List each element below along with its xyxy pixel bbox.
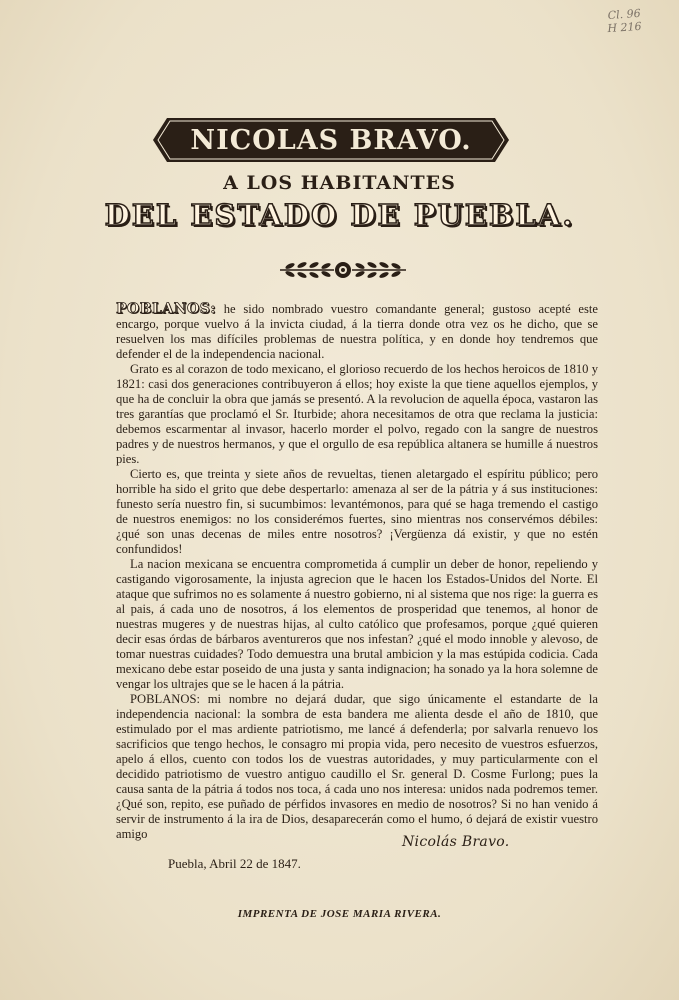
paragraph-1 (116, 302, 598, 362)
archive-note (606, 7, 642, 35)
heading-line2: DEL ESTADO DE PUEBLA. (104, 198, 575, 232)
laurel-ornament-icon (276, 258, 410, 282)
paragraph-1-lead: POBLANOS: (116, 301, 217, 317)
paragraph-3: Cierto es, que treinta y siete años de revueltas, tienen aletargado el espíritu público; pero horrible ha sido el grito que debe despertarlo: amenaza al ser de la pátria y á sus instituciones: funesto sería nuestro fin, si sucumbimos: levantémonos, para qué se haga tremendo el castigo de nuestros enemigos: no los considerémos fuertes, sino mientras nos conservémos débiles: ¿qué son unas decenas de miles entre nosotros? ¡Vergüenza dá existir, y que no estén confundidos! (116, 467, 598, 556)
paragraph-2: Grato es al corazon de todo mexicano, el glorioso recuerdo de los hechos heroicos de 1810 y 1821: casi dos generaciones contribuyeron á ellos; hoy existe la que tiene aquellos ejemplos, y que ha de concluir la obra que jamás se presentó. A la revolucion de aquella época, vastaron las tres garantías que proclamó el Sr. Iturbide; ahora necesitamos de otra que reclama la justicia: debemos escarmentar al invasor, hacerlo morder el polvo, regado con la sangre de nuestros padres y de nuestros hermanos, y que el orgullo de esa república altanera se humille á nuestros pies. (116, 362, 598, 466)
printer-imprint: IMPRENTA DE JOSE MARIA RIVERA. (237, 908, 442, 920)
signature: Nicolás Bravo. (402, 834, 510, 850)
paragraph-4: La nacion mexicana se encuentra comprometida á cumplir un deber de honor, repeliendo y castigando vigorosamente, la injusta agrecion que le hacen los Estados-Unidos del Norte. El ataque que sufrimos no es solamente á nuestro gobierno, ni al sistema que nos rige: la guerra es al pais, á cada uno de nosotros, á los elementos de prosperidad que tenemos, al honor de nuestras mugeres y de nuestras hijas, al culto católico que profesamos, porque ¿qué quieren decir esas órdas de bárbaros aventureros que nos infestan? ¿qué el modo innoble y alevoso, de tomar nuestras cuidades? Todo demuestra una brutal ambicion y la mas estúpida codicia. Cada mexicano debe estar poseido de una justa y santa indignacion; ha sonado ya la hora solemne de vengar los ultrajes que se le hacen á la pátria. (116, 557, 598, 691)
archive-note-line2: H 216 (606, 19, 642, 36)
paragraph-5: POBLANOS: mi nombre no dejará dudar, que sigo únicamente el estandarte de la independencia nacional: la sombra de esta bandera me alienta desde el año de 1810, que estimulado por el mas ardiente patriotismo, me lancé á defenderla; por salvarla renuevo los sacrificios que tengo hechos, le consagro mi propia vida, pero necesito de vuestros esfuerzos, apelo á ellos, cuento con todos los de vuestras autoridades, y muy particularmente con el decidido patriotismo de vuestro antiguo caudillo el Sr. general D. Cosme Furlong; pues la causa santa de la pátria á todos nos toca, á cada uno nos interesa: unidos nada podremos temer. ¿Qué son, repito, ese puñado de pérfidos invasores en medio de nosotros? Si no han venido á servir de instrumento á la ira de Dios, desaparecerán como el humo, ó dejará de existir vuestro amigo (116, 692, 598, 841)
name-banner (153, 118, 509, 162)
proclamation-body (116, 302, 598, 842)
archive-note-line1: Cl. 96 (607, 6, 641, 23)
paragraph-1-text: he sido nombrado vuestro comandante general; gustoso acepté este encargo, porque vuelvo á la invicta ciudad, á la tierra donde otra vez os he dicho, que se resuelven los mas difíciles problemas de nuestra política, y en donde hoy tendremos que defender el de la independencia nacional. (116, 302, 598, 361)
banner-name: NICOLAS BRAVO. (190, 124, 472, 156)
dateline: Puebla, Abril 22 de 1847. (168, 856, 301, 871)
heading-line1: A LOS HABITANTES (223, 172, 456, 194)
